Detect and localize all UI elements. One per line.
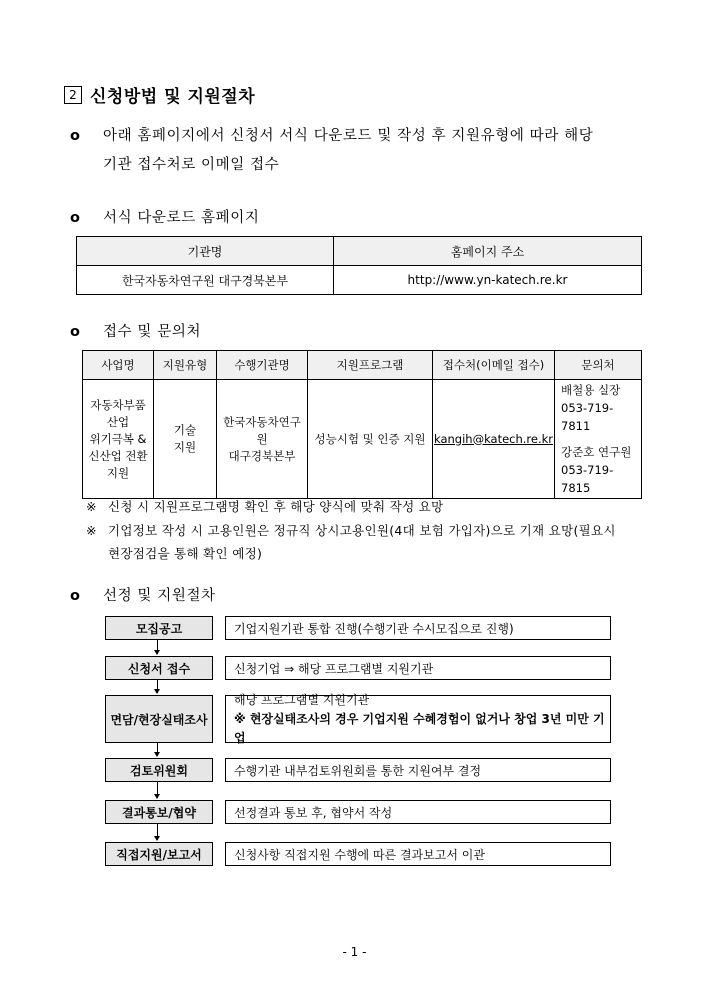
table-header-row — [83, 351, 642, 380]
table-row — [83, 380, 642, 499]
download-table — [76, 236, 642, 295]
download-heading-text: 서식 다운로드 홈페이지 — [103, 210, 260, 226]
down-arrow-icon — [157, 679, 158, 693]
header-business: 사업명 — [83, 351, 154, 380]
stage-description — [225, 800, 611, 824]
type-line: 지원 — [173, 440, 197, 454]
section-title: 신청방법 및 지원절차 — [90, 87, 256, 107]
header-homepage: 홈페이지 주소 — [334, 237, 642, 266]
homepage-link[interactable]: http://www.yn-katech.re.kr — [334, 266, 642, 295]
type-line: 기술 — [173, 423, 197, 437]
note-1 — [86, 496, 443, 518]
table-row — [77, 266, 642, 295]
stage-box: 모집공고 — [105, 616, 213, 640]
cell-program: 성능시험 및 인증 지원 — [308, 380, 433, 499]
business-line: 위기극복 & — [89, 431, 147, 446]
inquiry-phone: 053-719-7815 — [561, 463, 614, 495]
cell-agency-name: 한국자동차연구원 대구경북본부 — [77, 266, 334, 295]
stage-description — [225, 758, 611, 782]
contact-heading-text: 접수 및 문의처 — [103, 324, 202, 340]
stage-description-line: 신청사항 직접지원 수행에 따른 결과보고서 이관 — [234, 847, 485, 862]
note-mark: ※ — [86, 523, 97, 538]
stage-box: 면담/현장실태조사 — [105, 695, 213, 743]
down-arrow-icon — [157, 742, 158, 756]
stage-description-line: 기업지원기관 통합 진행(수행기관 수시모집으로 진행) — [234, 621, 514, 636]
stage-box: 직접지원/보고서 — [105, 842, 213, 866]
header-agency: 수행기관명 — [217, 351, 308, 380]
down-arrow-icon — [157, 639, 158, 654]
contact-heading — [70, 320, 201, 341]
stage-description-line: 수행기관 내부검토위원회를 통한 지원여부 결정 — [234, 763, 482, 778]
section-number-box: 2 — [64, 86, 82, 104]
stage-description-line: 선정결과 통보 후, 협약서 작성 — [234, 805, 393, 820]
stage-box: 결과통보/협약 — [105, 800, 213, 824]
header-type: 지원유형 — [154, 351, 217, 380]
agency-line: 대구경북본부 — [228, 448, 296, 463]
bullet-marker: o — [70, 210, 81, 226]
agency-line: 한국자동차연구원 — [223, 414, 301, 446]
business-line: 지원 — [106, 465, 130, 480]
inquiry-phone: 053-719-7811 — [561, 401, 614, 433]
bullet-marker: o — [70, 128, 81, 144]
bullet-marker: o — [70, 588, 81, 604]
contact-table — [82, 350, 642, 499]
cell-agency — [217, 380, 308, 499]
stage-description-line: 해당 프로그램별 지원기관 — [234, 692, 370, 707]
table-header-row — [77, 237, 642, 266]
header-agency-name: 기관명 — [77, 237, 334, 266]
business-line: 산업 — [106, 414, 130, 429]
note-2-text: 기업정보 작성 시 고용인원은 정규직 상시고용인원(4대 보험 가입자)으로 기재 요망(필요시 — [108, 523, 616, 538]
note-2-continued: 현장점검을 통해 확인 예정) — [108, 546, 263, 561]
page-number: - 1 - — [342, 945, 367, 959]
header-program: 지원프로그램 — [308, 351, 433, 380]
note-1-text: 신청 시 지원프로그램명 확인 후 해당 양식에 맞춰 작성 요망 — [108, 499, 444, 514]
header-inquiry: 문의처 — [555, 351, 642, 380]
download-heading — [70, 206, 260, 227]
intro-line-2: 기관 접수처로 이메일 접수 — [103, 157, 280, 173]
inquiry-contact-name: 강준호 연구원 — [561, 445, 632, 459]
stage-description — [225, 692, 611, 745]
stage-description — [225, 656, 611, 680]
procedure-heading-text: 선정 및 지원절차 — [103, 588, 216, 604]
stage-box: 검토위원회 — [105, 758, 213, 782]
cell-business — [83, 380, 154, 499]
cell-inquiry — [555, 380, 642, 499]
intro-line-1: 아래 홈페이지에서 신청서 서식 다운로드 및 작성 후 지원유형에 따라 해당 — [103, 128, 594, 144]
business-line: 신산업 전환 — [88, 448, 148, 463]
stage-description — [225, 842, 611, 866]
procedure-heading — [70, 584, 216, 605]
intro-paragraph — [70, 122, 650, 180]
note-mark: ※ — [86, 499, 97, 514]
bullet-marker: o — [70, 324, 81, 340]
stage-description-line: 신청기업 ⇒ 해당 프로그램별 지원기관 — [234, 661, 434, 676]
down-arrow-icon — [157, 823, 158, 840]
header-email: 접수처(이메일 접수) — [433, 351, 555, 380]
inquiry-contact-name: 배철용 실장 — [561, 383, 621, 397]
stage-description-note: ※ 현장실태조사의 경우 기업지원 수혜경험이 없거나 창업 3년 미만 기업 — [234, 711, 605, 745]
cell-type — [154, 380, 217, 499]
stage-description — [225, 616, 611, 640]
business-line: 자동차부품 — [90, 397, 146, 412]
down-arrow-icon — [157, 781, 158, 798]
stage-box: 신청서 접수 — [105, 656, 213, 680]
email-link[interactable]: kangih@katech.re.kr — [433, 380, 555, 499]
note-2 — [86, 520, 616, 542]
